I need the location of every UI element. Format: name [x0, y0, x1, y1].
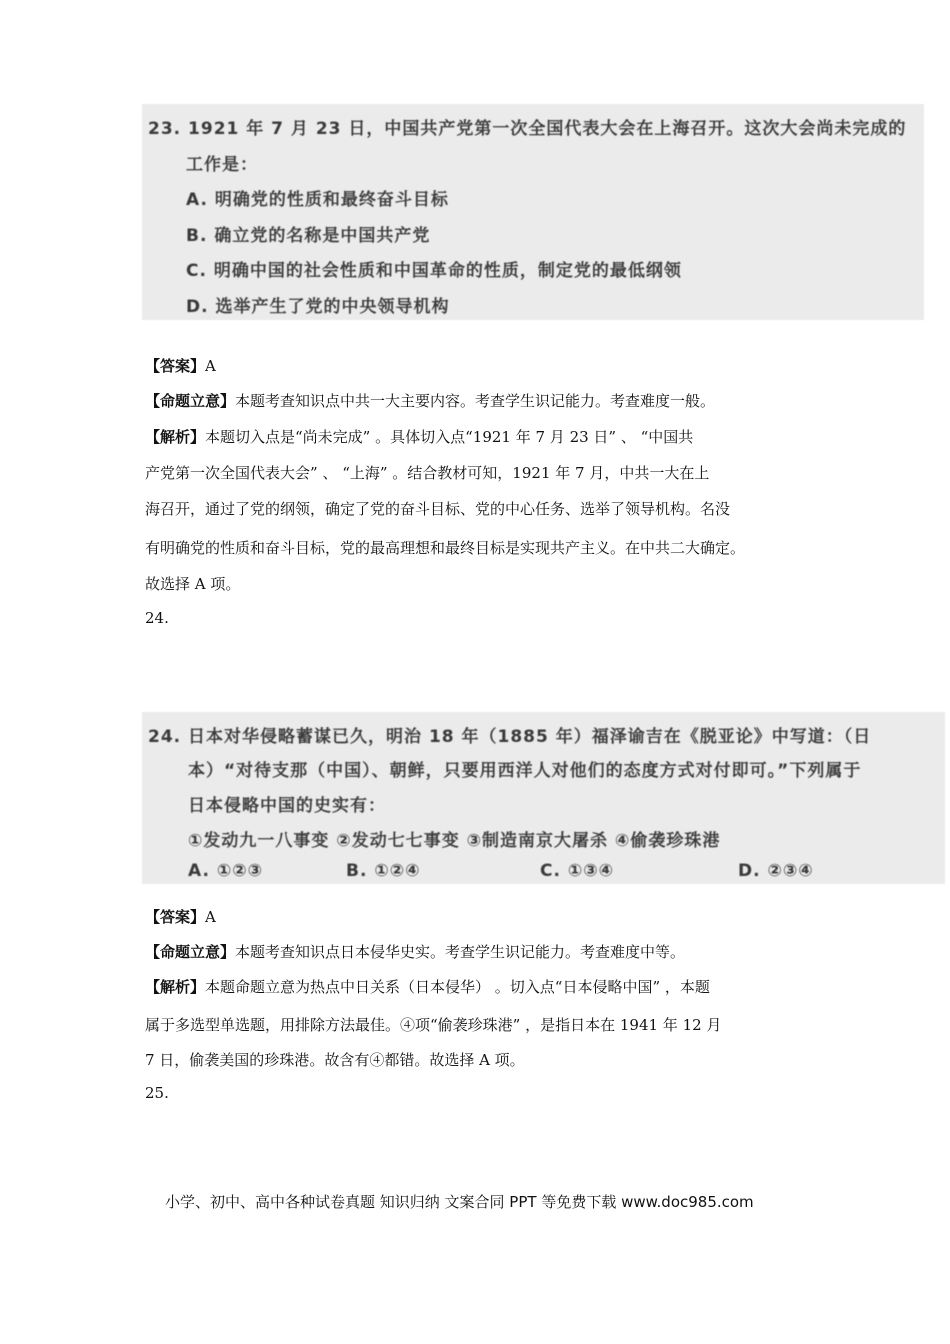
q24-answer: [145, 906, 216, 927]
answer-value: A: [205, 908, 216, 926]
q23-stem-line-1: 23. 1921 年 7 月 23 日，中国共产党第一次全国代表大会在上海召开。这次大会尚未完成的: [148, 119, 907, 139]
intent-text: 本题考查知识点中共一大主要内容。考查学生识记能力。考查难度一般。: [235, 392, 716, 410]
intent-tag: 【命题立意】: [145, 392, 236, 410]
q24-stem-line-1: 24. 日本对华侵略蓄谋已久，明治 18 年（1885 年）福泽谕吉在《脱亚论》中写道：（日: [148, 727, 872, 747]
q23-answer: [145, 355, 216, 376]
q24-analysis-line-1: [145, 976, 710, 997]
q23-intent: [145, 390, 715, 411]
q24-intent: [145, 941, 685, 962]
q24-analysis-line-3: 7 日，偷袭美国的珍珠港。故含有④都错。故选择 A 项。: [145, 1051, 525, 1069]
analysis-tag: 【解析】: [145, 428, 206, 446]
q24-analysis-line-2: 属于多选型单选题，用排除方法最佳。④项“偷袭珍珠港” ，是指日本在 1941 年 12 月: [145, 1016, 722, 1034]
q24-option-d: D. ②③④: [738, 861, 814, 881]
q23-option-b: B. 确立党的名称是中国共产党: [186, 226, 431, 246]
q23-option-a: A. 明确党的性质和最终奋斗目标: [186, 190, 449, 210]
q24-option-a: A. ①②③: [188, 861, 264, 881]
page-footer: 小学、初中、高中各种试卷真题 知识归纳 文案合同 PPT 等免费下载 www.doc985.com: [165, 1193, 754, 1211]
analysis-text: 本题命题立意为热点中日关系（日本侵华） 。切入点“日本侵略中国” ，本题: [205, 978, 710, 996]
question-24-scan-image: [142, 712, 945, 884]
q24-stem-line-3: 日本侵略中国的史实有：: [188, 796, 386, 816]
intent-tag: 【命题立意】: [145, 943, 236, 961]
q23-option-d: D. 选举产生了党的中央领导机构: [186, 297, 450, 317]
q23-analysis-line-4: 有明确党的性质和奋斗目标，党的最高理想和最终目标是实现共产主义。在中共二大确定。: [145, 539, 746, 557]
q24-option-c: C. ①③④: [540, 861, 615, 881]
q24-number: 24.: [145, 609, 169, 627]
q25-number: 25.: [145, 1084, 169, 1102]
q24-option-b: B. ①②④: [346, 861, 421, 881]
q24-stem-line-2: 本）“对待支那（中国）、朝鲜，只要用西洋人对他们的态度方式对付即可。”下列属于: [188, 761, 862, 781]
intent-text: 本题考查知识点日本侵华史实。考查学生识记能力。考查难度中等。: [235, 943, 686, 961]
answer-tag: 【答案】: [145, 908, 206, 926]
analysis-text: 本题切入点是“尚未完成” 。具体切入点“1921 年 7 月 23 日” 、 “中国共: [205, 428, 694, 446]
q23-analysis-line-1: [145, 426, 693, 447]
q23-option-c: C. 明确中国的社会性质和中国革命的性质，制定党的最低纲领: [186, 261, 682, 281]
answer-value: A: [205, 357, 216, 375]
question-23-scan-image: [142, 104, 924, 320]
q24-items: ①发动九一八事变 ②发动七七事变 ③制造南京大屠杀 ④偷袭珍珠港: [188, 831, 721, 851]
analysis-tag: 【解析】: [145, 978, 206, 996]
q23-analysis-line-2: 产党第一次全国代表大会” 、 “上海” 。结合教材可知，1921 年 7 月，中共一大在上: [145, 464, 710, 482]
q23-analysis-line-3: 海召开，通过了党的纲领，确定了党的奋斗目标、党的中心任务、选举了领导机构。名没: [145, 500, 731, 518]
answer-tag: 【答案】: [145, 357, 206, 375]
q23-analysis-line-5: 故选择 A 项。: [145, 575, 241, 593]
q23-stem-line-2: 工作是：: [186, 155, 258, 175]
